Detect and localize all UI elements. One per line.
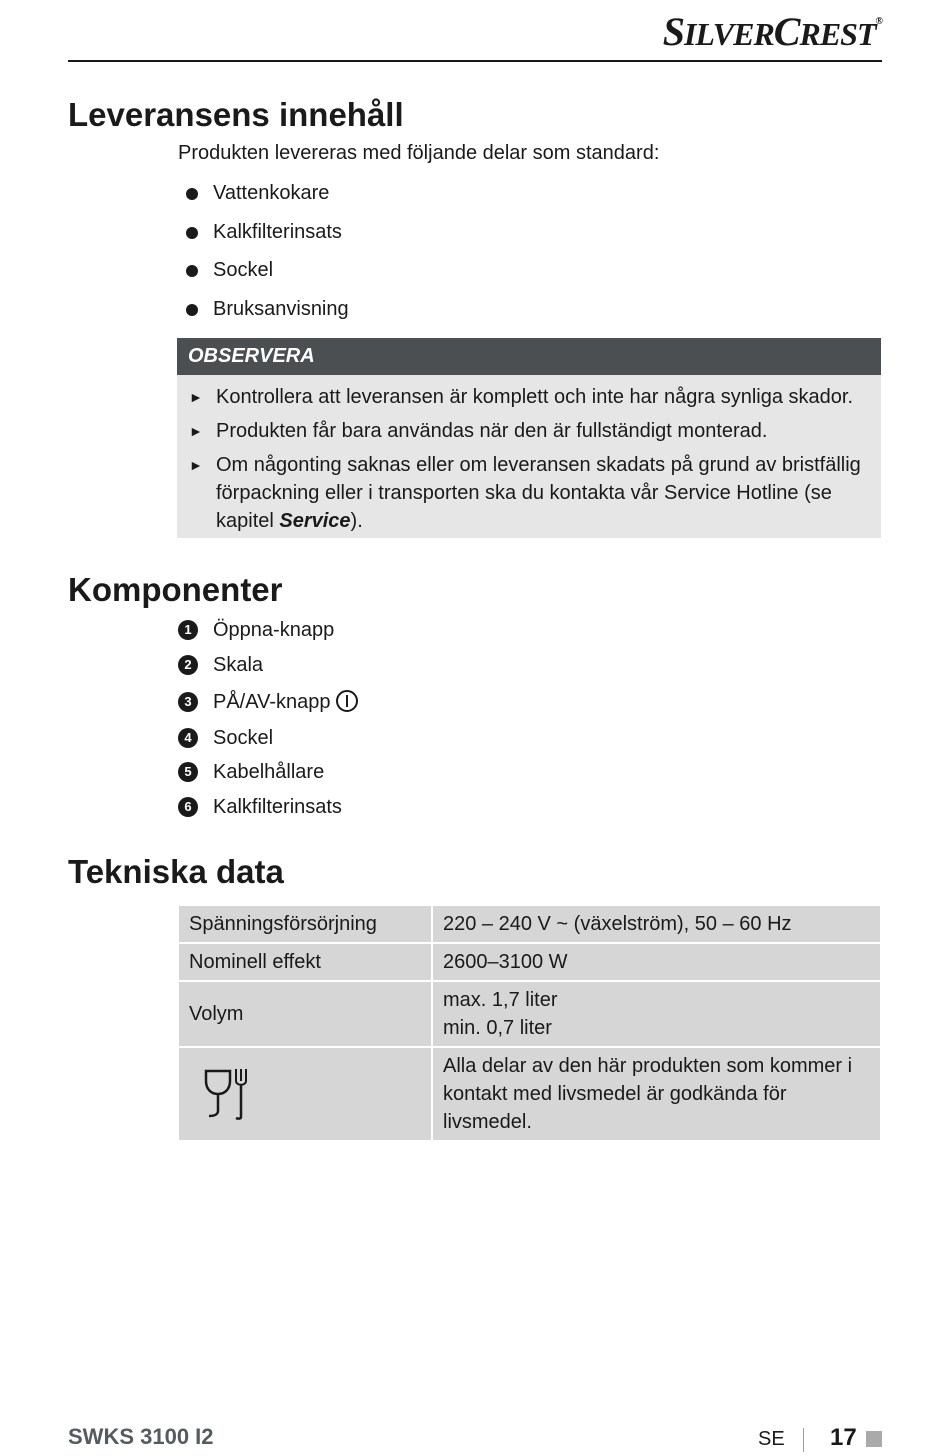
number-badge: 6 — [178, 797, 198, 817]
note-item: ► Produkten får bara användas när den är fullständigt monterad. — [177, 417, 881, 445]
brand-logo: SILVERCREST® — [662, 9, 882, 54]
table-cell — [179, 1048, 431, 1140]
table-row — [179, 1048, 880, 1140]
table-cell: Nominell effekt — [179, 944, 431, 980]
note-list — [177, 375, 881, 535]
footer-model: SWKS 3100 I2 — [68, 1424, 214, 1449]
list-item: Vattenkokare — [178, 180, 349, 219]
component-item: 2 Skala — [178, 652, 358, 687]
header-rule — [68, 60, 882, 62]
number-badge: 1 — [178, 620, 198, 640]
component-item: 5 Kabelhållare — [178, 759, 358, 794]
arrow-icon: ► — [189, 389, 203, 405]
list-item: Bruksanvisning — [178, 296, 349, 335]
number-badge: 5 — [178, 762, 198, 782]
table-row — [179, 944, 880, 980]
components-list — [178, 617, 358, 828]
list-item: Sockel — [178, 257, 349, 296]
page-number: 17 — [830, 1424, 857, 1451]
page-marker-icon — [866, 1431, 882, 1447]
arrow-icon: ► — [189, 423, 203, 439]
table-cell: 220 – 240 V ~ (växelström), 50 – 60 Hz — [433, 906, 880, 942]
food-safe-icon — [203, 1067, 253, 1121]
table-cell: Spänningsförsörjning — [179, 906, 431, 942]
footer-language: SE — [758, 1428, 785, 1450]
component-item: 1 Öppna-knapp — [178, 617, 358, 652]
note-heading: OBSERVERA — [177, 338, 881, 375]
number-badge: 4 — [178, 728, 198, 748]
table-row — [179, 982, 880, 1046]
table-cell: Volym — [179, 982, 431, 1046]
tech-table — [177, 904, 882, 1142]
number-badge: 3 — [178, 692, 198, 712]
note-box — [177, 338, 881, 538]
arrow-icon: ► — [189, 457, 203, 473]
table-cell: max. 1,7 liter min. 0,7 liter — [433, 982, 880, 1046]
table-cell: Alla delar av den här produkten som kommer i kontakt med livsmedel är godkända för livsmedel. — [433, 1048, 880, 1140]
table-cell: 2600–3100 W — [433, 944, 880, 980]
footer-divider — [803, 1428, 804, 1452]
delivery-intro: Produkten levereras med följande delar som standard: — [178, 142, 660, 164]
component-item: 4 Sockel — [178, 725, 358, 760]
service-reference: Service — [279, 510, 351, 532]
section-title-delivery: Leveransens innehåll — [68, 96, 404, 133]
section-title-components: Komponenter — [68, 571, 283, 608]
section-title-tech: Tekniska data — [68, 853, 284, 890]
delivery-list — [178, 180, 349, 334]
number-badge: 2 — [178, 655, 198, 675]
component-item: 3 PÅ/AV-knapp — [178, 686, 358, 725]
table-row — [179, 906, 880, 942]
note-item: ► Kontrollera att leveransen är komplett och inte har några synliga skador. — [177, 383, 881, 411]
list-item: Kalkfilterinsats — [178, 219, 349, 258]
note-item: ► Om någonting saknas eller om leveransen skadats på grund av bristfällig förpackning eller i transporten ska du kontakta vår Service Hotline (se kapitel Service). — [177, 451, 881, 535]
power-icon — [336, 690, 358, 712]
component-item: 6 Kalkfilterinsats — [178, 794, 358, 829]
